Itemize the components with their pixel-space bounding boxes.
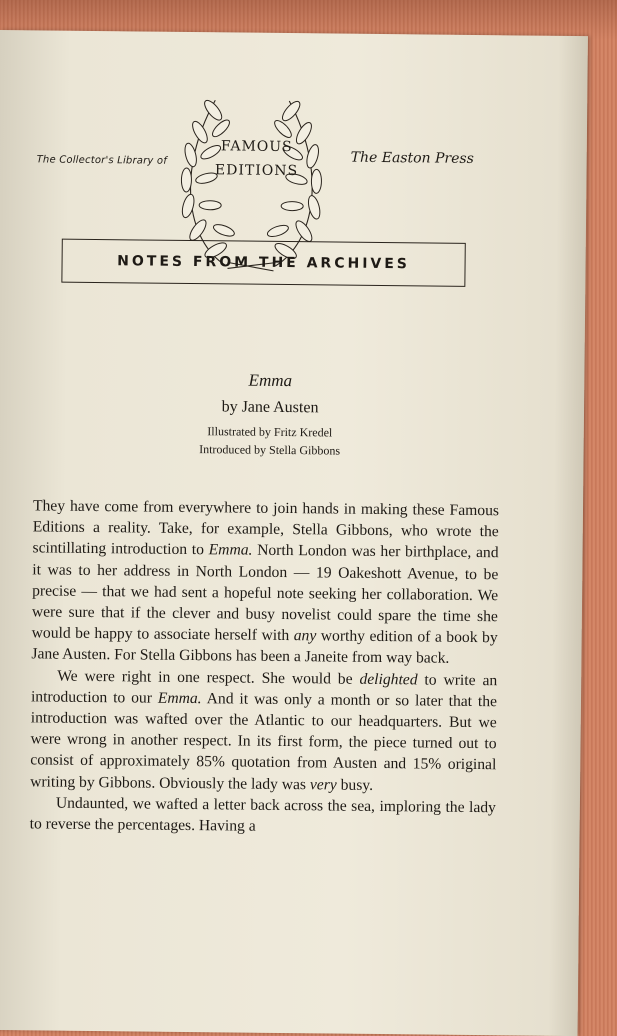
paragraph: Undaunted, we wafted a letter back across the sea, imploring the lady to reverse the percentages. Having a — [29, 794, 496, 835]
article-body — [30, 495, 500, 839]
collector-label: The Collector's Library of — [36, 154, 168, 167]
page-header — [0, 30, 588, 296]
publisher-label: The Easton Press — [350, 149, 474, 167]
paragraph: They have come from everywhere to join hands in making these Famous Editions a reality. Take, for example, Stella Gibbons, who wrote the scintillating introduction to Emma. North London was her birthplace, and it was to her address in North London — 19 Oakeshott Avenue, to be precise — that we had sent a hopeful note seeking her collaboration. We were sure that if the clever and busy novelist could spare the time she would be happy to associate herself with any worthy edition of a book by Jane Austen. For Stella Gibbons has been a Janeite from way back. — [31, 497, 500, 668]
book-title: Emma — [248, 370, 293, 391]
famous-editions-emblem — [214, 134, 298, 183]
famous-label: FAMOUS — [220, 138, 293, 156]
book-author: by Jane Austen — [221, 398, 319, 417]
section-title: NOTES FROM THE ARCHIVES — [117, 253, 411, 273]
book-page — [0, 30, 588, 1036]
section-title-box — [61, 239, 465, 287]
paragraph: We were right in one respect. She would be delighted to write an introduction to our Emma. And it was only a month or so later that the introduction was wafted over the Atlantic to our headquarters. But we were wrong in another respect. In its first form, the piece turned out to consist of approximately 85% quotation from Austen and 15% original writing by Gibbons. Obviously the lady was very busy. — [30, 667, 498, 794]
book-illustrator: Illustrated by Fritz Kredel — [207, 424, 333, 440]
book-introducer: Introduced by Stella Gibbons — [199, 442, 341, 458]
editions-label: EDITIONS — [214, 162, 299, 180]
